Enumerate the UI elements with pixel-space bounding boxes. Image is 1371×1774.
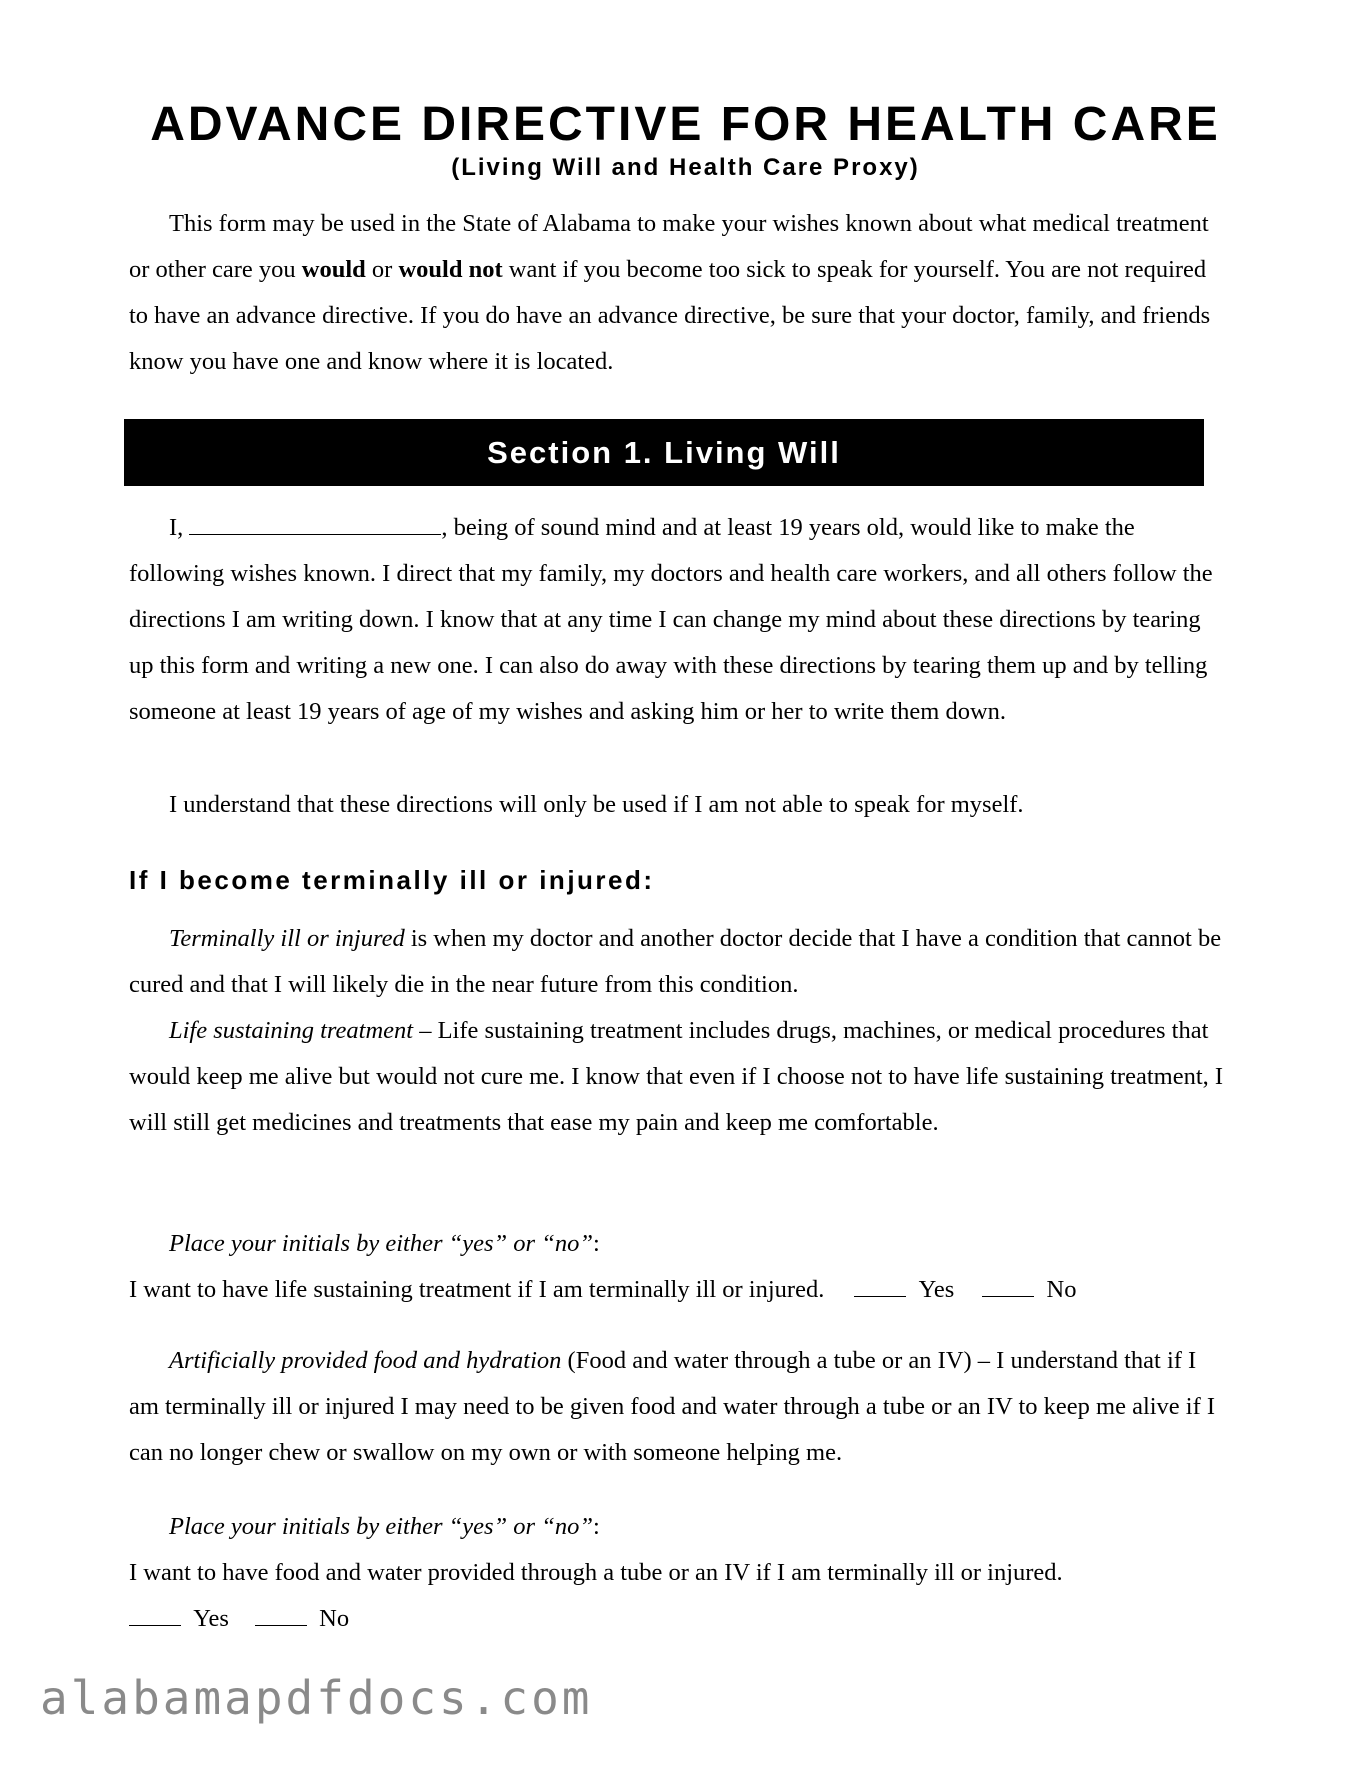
question-life-sustaining: I want to have life sustaining treatment if I am terminally ill or injured. Yes No: [129, 1276, 1077, 1303]
understanding-paragraph: I understand that these directions will only be used if I am not able to speak for myself.: [169, 791, 1024, 818]
q2-yes-initials-blank[interactable]: [129, 1605, 181, 1626]
living-will-declaration: I, , being of sound mind and at least 19 years old, would like to make the following wishes known. I direct that my family, my doctors and health care workers, and all others follow the directions I am writing down. I know that at any time I can change my mind about these directions by tearing up this form and writing a new one. I can also do away with these directions by tearing them up and by telling someone at least 19 years of age of my wishes and asking him or her to write them down.: [129, 514, 1213, 725]
would-emphasis: would: [301, 256, 366, 283]
life-sustaining-definition: Life sustaining treatment – Life sustaining treatment includes drugs, machines, or medical procedures that would keep me alive but would not cure me. I know that even if I choose not to have life sustaining treatment, I will still get medicines and treatments that ease my pain and keep me comfortable.: [129, 1017, 1224, 1136]
document-title: ADVANCE DIRECTIVE FOR HEALTH CARE: [150, 98, 1221, 151]
intro-paragraph: This form may be used in the State of Alabama to make your wishes known about what medical treatment or other care you would or would not want if you become too sick to speak for yourself. You are not required to have an advance directive. If you do have an advance directive, be sure that your doctor, family, and friends know you have one and know where it is located.: [129, 210, 1211, 375]
terminal-illness-subheading: If I become terminally ill or injured:: [129, 865, 655, 895]
section-1-heading: Section 1. Living Will: [124, 419, 1204, 486]
term-life-sustaining: Life sustaining treatment: [169, 1017, 414, 1044]
terminal-definition: Terminally ill or injured is when my doctor and another doctor decide that I have a condition that cannot be cured and that I will likely die in the near future from this condition.: [129, 925, 1222, 998]
q1-no-initials-blank[interactable]: [982, 1276, 1034, 1297]
would-not-emphasis: would not: [398, 256, 503, 283]
watermark: alabamapdfdocs.com: [40, 1671, 593, 1725]
instruction-1: Place your initials by either “yes” or “no”:: [169, 1230, 600, 1257]
food-hydration-definition: Artificially provided food and hydration (Food and water through a tube or an IV) – I understand that if I am terminally ill or injured I may need to be given food and water through a tube or an IV to keep me alive if I can no longer chew or swallow on my own or with someone helping me.: [129, 1347, 1216, 1466]
term-artificial-food: Artificially provided food and hydration: [169, 1347, 562, 1374]
q1-yes-initials-blank[interactable]: [854, 1276, 906, 1297]
q2-answer-line: Yes No: [129, 1596, 1224, 1642]
instruction-2: Place your initials by either “yes” or “no”:: [169, 1513, 600, 1540]
document-subtitle: (Living Will and Health Care Proxy): [451, 154, 920, 181]
q2-no-initials-blank[interactable]: [255, 1605, 307, 1626]
question-food-water: I want to have food and water provided through a tube or an IV if I am terminally ill or injured.: [129, 1559, 1063, 1586]
term-terminally-ill: Terminally ill or injured: [169, 925, 405, 952]
name-blank[interactable]: [189, 514, 441, 535]
